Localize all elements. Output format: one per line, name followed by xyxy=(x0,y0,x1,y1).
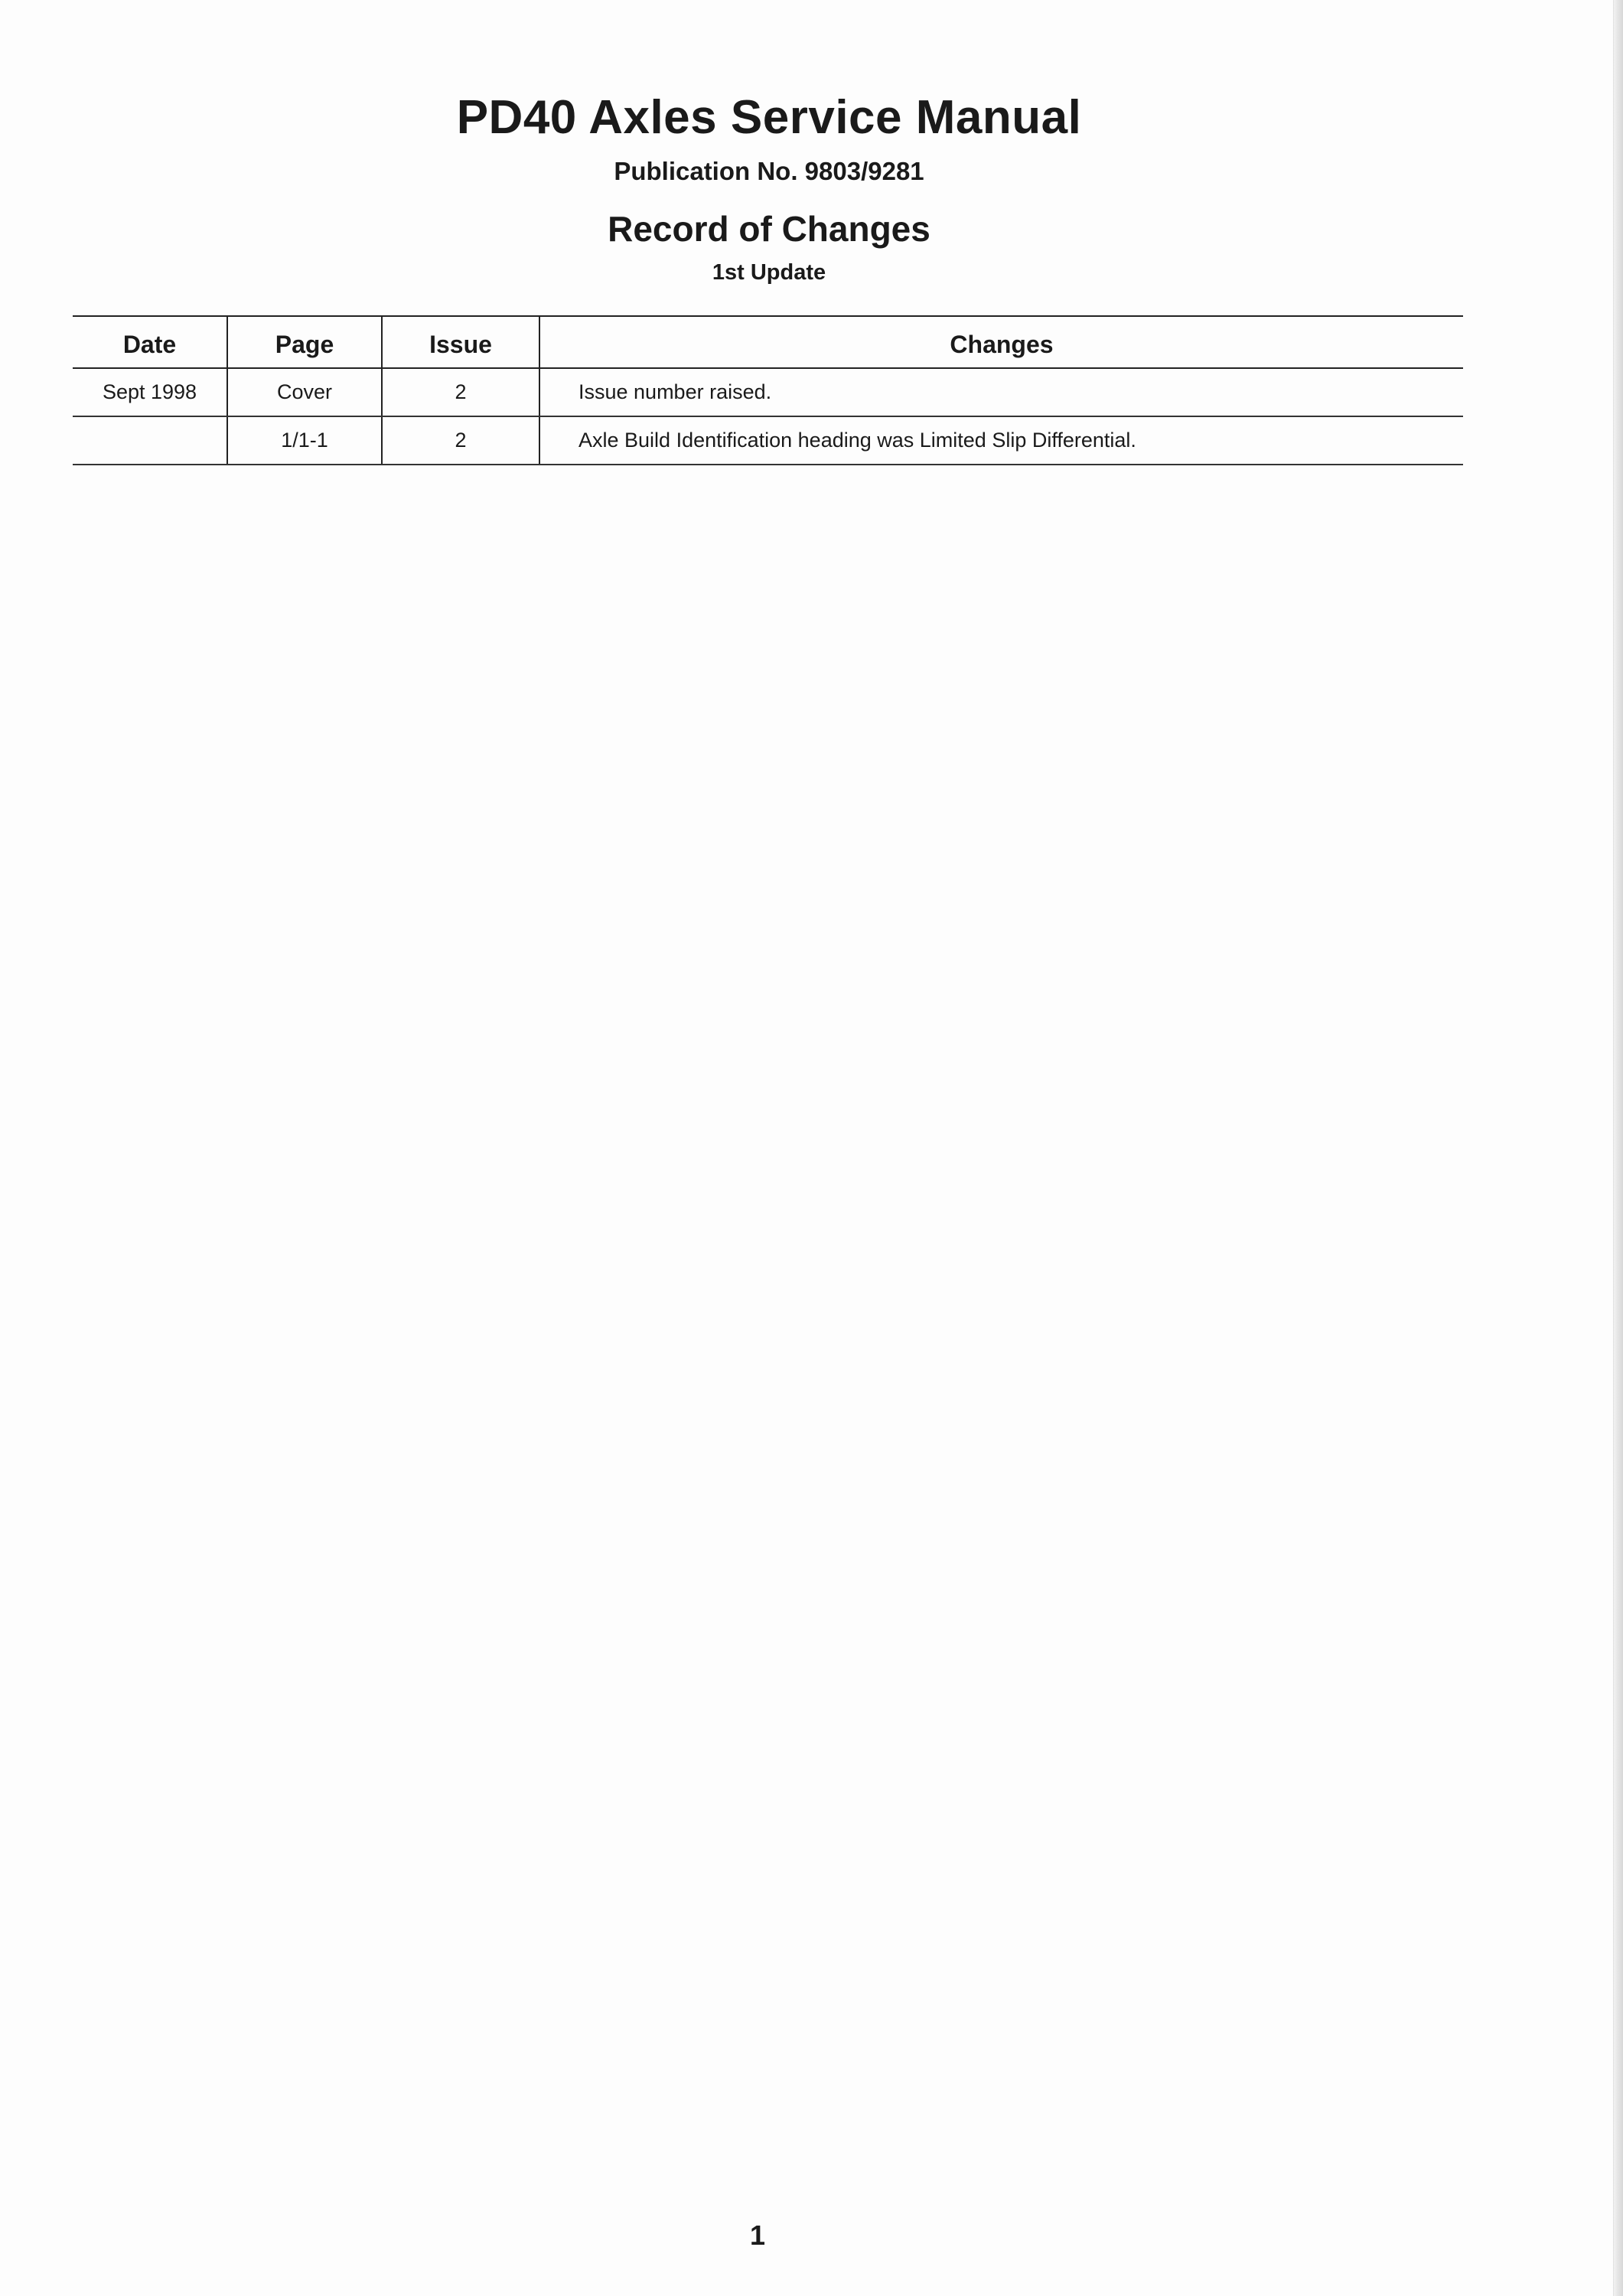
table-header-row xyxy=(73,316,1463,368)
row-page: 1/1-1 xyxy=(227,416,382,465)
scan-edge xyxy=(1613,0,1623,2296)
document-title: PD40 Axles Service Manual xyxy=(456,91,1082,144)
record-of-changes-table xyxy=(73,315,1463,465)
table-row xyxy=(73,368,1463,416)
header-issue: Issue xyxy=(382,316,539,368)
page-number: 1 xyxy=(749,2219,766,2251)
row-page: Cover xyxy=(227,368,382,416)
section-title: Record of Changes xyxy=(608,209,930,249)
row-changes: Issue number raised. xyxy=(539,368,1463,416)
row-issue: 2 xyxy=(382,368,539,416)
row-date xyxy=(73,416,227,465)
header-date: Date xyxy=(73,316,227,368)
header-page: Page xyxy=(227,316,382,368)
publication-number: Publication No. 9803/9281 xyxy=(614,157,924,185)
update-label: 1st Update xyxy=(712,260,826,285)
row-changes: Axle Build Identification heading was Limited Slip Differential. xyxy=(539,416,1463,465)
row-issue: 2 xyxy=(382,416,539,465)
header-changes: Changes xyxy=(539,316,1463,368)
row-date: Sept 1998 xyxy=(73,368,227,416)
table-row xyxy=(73,416,1463,465)
